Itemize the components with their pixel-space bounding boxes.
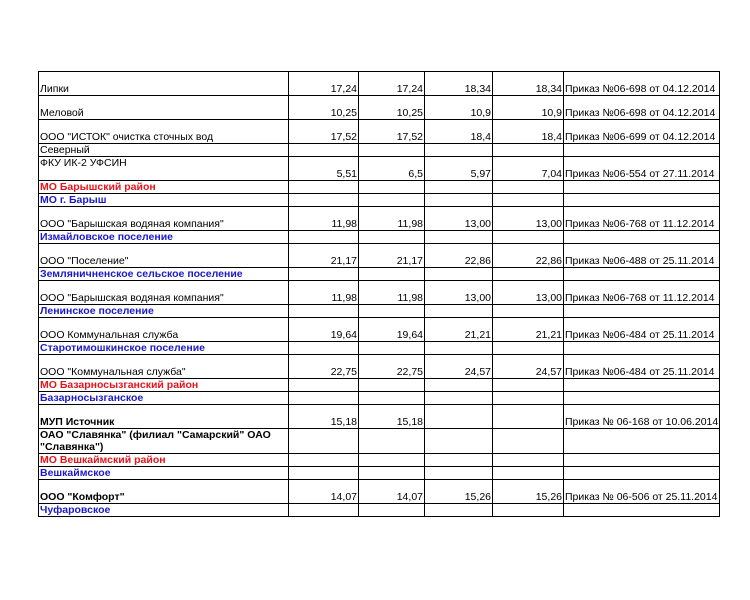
tariff-value-4: 22,86: [493, 244, 564, 268]
order-reference: [564, 305, 720, 318]
table-row: [39, 305, 720, 318]
table-row: [39, 405, 720, 429]
settlement-heading: Ленинское поселение: [39, 305, 289, 318]
tariff-value-4: [493, 342, 564, 355]
order-reference: [564, 429, 720, 454]
tariff-value-1: [289, 194, 359, 207]
order-reference: [564, 342, 720, 355]
tariff-value-1: [289, 467, 359, 480]
table-row: [39, 342, 720, 355]
order-reference: [564, 231, 720, 244]
tariff-value-3: 24,57: [425, 355, 493, 379]
tariff-value-2: 14,07: [359, 480, 425, 504]
tariff-value-2: [359, 181, 425, 194]
entity-name: Северный: [39, 144, 289, 157]
table-row: [39, 244, 720, 268]
order-reference: [564, 467, 720, 480]
tariff-value-2: [359, 231, 425, 244]
entity-name: ООО "Барышская водяная компания": [39, 207, 289, 231]
tariff-value-2: 6,5: [359, 157, 425, 181]
tariff-value-4: 7,04: [493, 157, 564, 181]
entity-name: ООО "Коммунальная служба": [39, 355, 289, 379]
tariff-value-4: 13,00: [493, 207, 564, 231]
tariff-value-1: 22,75: [289, 355, 359, 379]
tariff-value-4: [493, 181, 564, 194]
tariff-value-1: 21,17: [289, 244, 359, 268]
tariff-value-4: [493, 144, 564, 157]
table-row: [39, 120, 720, 144]
tariff-value-1: 19,64: [289, 318, 359, 342]
tariff-value-2: 17,52: [359, 120, 425, 144]
entity-name: ФКУ ИК-2 УФСИН: [39, 157, 289, 181]
order-reference: [564, 144, 720, 157]
tariff-value-2: 15,18: [359, 405, 425, 429]
district-heading: МО Барышский район: [39, 181, 289, 194]
tariff-value-3: 15,26: [425, 480, 493, 504]
tariff-value-2: [359, 504, 425, 517]
tariff-table: [38, 71, 720, 517]
tariff-value-3: [425, 379, 493, 392]
tariff-value-2: [359, 342, 425, 355]
tariff-value-1: 11,98: [289, 281, 359, 305]
settlement-heading: Чуфаровское: [39, 504, 289, 517]
tariff-value-2: [359, 454, 425, 467]
tariff-value-2: [359, 144, 425, 157]
order-reference: Приказ №06-484 от 25.11.2014: [564, 355, 720, 379]
tariff-value-3: [425, 305, 493, 318]
tariff-value-2: 11,98: [359, 207, 425, 231]
settlement-heading: Вешкаймское: [39, 467, 289, 480]
table-row: [39, 454, 720, 467]
tariff-value-4: [493, 504, 564, 517]
tariff-value-4: [493, 268, 564, 281]
tariff-value-3: [425, 467, 493, 480]
tariff-value-4: 13,00: [493, 281, 564, 305]
tariff-value-3: [425, 181, 493, 194]
entity-name: Меловой: [39, 96, 289, 120]
order-reference: Приказ №06-698 от 04.12.2014: [564, 96, 720, 120]
tariff-value-1: [289, 231, 359, 244]
tariff-value-4: [493, 429, 564, 454]
tariff-value-1: [289, 305, 359, 318]
table-row: [39, 268, 720, 281]
order-reference: [564, 504, 720, 517]
tariff-value-3: [425, 429, 493, 454]
table-row: [39, 194, 720, 207]
table-row: [39, 379, 720, 392]
tariff-value-3: 18,34: [425, 72, 493, 96]
tariff-value-2: 21,17: [359, 244, 425, 268]
tariff-value-1: 17,24: [289, 72, 359, 96]
table-row: [39, 72, 720, 96]
tariff-value-4: 15,26: [493, 480, 564, 504]
order-reference: [564, 181, 720, 194]
district-heading: МО Базарносызганский район: [39, 379, 289, 392]
tariff-value-1: [289, 379, 359, 392]
entity-name: ООО "ИСТОК" очистка сточных вод: [39, 120, 289, 144]
settlement-heading: Старотимошкинское поселение: [39, 342, 289, 355]
order-reference: [564, 268, 720, 281]
table-row: [39, 318, 720, 342]
order-reference: [564, 379, 720, 392]
tariff-value-4: 10,9: [493, 96, 564, 120]
tariff-value-2: 10,25: [359, 96, 425, 120]
order-reference: [564, 454, 720, 467]
tariff-value-4: [493, 392, 564, 405]
tariff-value-1: [289, 504, 359, 517]
tariff-value-4: [493, 405, 564, 429]
order-reference: Приказ №06-699 от 04.12.2014: [564, 120, 720, 144]
tariff-value-3: [425, 454, 493, 467]
table-row: [39, 144, 720, 157]
table-row: [39, 157, 720, 181]
tariff-value-1: [289, 454, 359, 467]
settlement-heading: Измайловское поселение: [39, 231, 289, 244]
tariff-value-4: [493, 379, 564, 392]
tariff-value-2: 11,98: [359, 281, 425, 305]
entity-name: ООО "Поселение": [39, 244, 289, 268]
tariff-value-1: [289, 181, 359, 194]
order-reference: Приказ №06-768 от 11.12.2014: [564, 207, 720, 231]
tariff-value-3: 13,00: [425, 281, 493, 305]
tariff-value-2: [359, 268, 425, 281]
tariff-value-3: [425, 231, 493, 244]
entity-name: МУП Источник: [39, 405, 289, 429]
entity-name: Липки: [39, 72, 289, 96]
table-row: [39, 231, 720, 244]
tariff-value-2: [359, 379, 425, 392]
tariff-value-1: [289, 144, 359, 157]
table-row: [39, 429, 720, 454]
tariff-value-3: [425, 405, 493, 429]
tariff-value-2: [359, 467, 425, 480]
tariff-value-4: 24,57: [493, 355, 564, 379]
tariff-value-1: [289, 392, 359, 405]
tariff-value-3: [425, 194, 493, 207]
order-reference: Приказ № 06-168 от 10.06.2014: [564, 405, 720, 429]
tariff-value-4: [493, 231, 564, 244]
table-row: [39, 480, 720, 504]
entity-name: ОАО "Славянка" (филиал "Самарский" ОАО "Славянка"): [39, 429, 289, 454]
order-reference: Приказ №06-554 от 27.11.2014: [564, 157, 720, 181]
tariff-value-1: 11,98: [289, 207, 359, 231]
district-heading: МО Вешкаймский район: [39, 454, 289, 467]
table-row: [39, 504, 720, 517]
table-row: [39, 355, 720, 379]
order-reference: Приказ № 06-506 от 25.11.2014: [564, 480, 720, 504]
order-reference: [564, 392, 720, 405]
tariff-value-3: [425, 392, 493, 405]
tariff-value-4: 18,34: [493, 72, 564, 96]
tariff-value-3: 13,00: [425, 207, 493, 231]
tariff-value-1: 5,51: [289, 157, 359, 181]
tariff-value-1: 15,18: [289, 405, 359, 429]
tariff-value-2: 22,75: [359, 355, 425, 379]
tariff-value-3: [425, 504, 493, 517]
tariff-value-3: 5,97: [425, 157, 493, 181]
tariff-value-4: 18,4: [493, 120, 564, 144]
settlement-heading: Базарносызганское: [39, 392, 289, 405]
tariff-value-2: [359, 305, 425, 318]
tariff-value-4: 21,21: [493, 318, 564, 342]
order-reference: Приказ №06-768 от 11.12.2014: [564, 281, 720, 305]
tariff-value-4: [493, 305, 564, 318]
table-row: [39, 181, 720, 194]
tariff-value-1: [289, 429, 359, 454]
settlement-heading: Земляничненское сельское поселение: [39, 268, 289, 281]
tariff-value-3: [425, 342, 493, 355]
order-reference: Приказ №06-484 от 25.11.2014: [564, 318, 720, 342]
settlement-heading: МО г. Барыш: [39, 194, 289, 207]
tariff-value-4: [493, 194, 564, 207]
order-reference: Приказ №06-488 от 25.11.2014: [564, 244, 720, 268]
entity-name: ООО Коммунальная служба: [39, 318, 289, 342]
tariff-value-2: [359, 392, 425, 405]
tariff-value-2: 19,64: [359, 318, 425, 342]
tariff-value-4: [493, 467, 564, 480]
tariff-value-1: [289, 342, 359, 355]
tariff-value-3: 18,4: [425, 120, 493, 144]
tariff-value-1: 17,52: [289, 120, 359, 144]
entity-name: ООО "Барышская водяная компания": [39, 281, 289, 305]
tariff-value-3: 22,86: [425, 244, 493, 268]
tariff-value-3: 21,21: [425, 318, 493, 342]
table-row: [39, 467, 720, 480]
table-row: [39, 96, 720, 120]
tariff-value-2: 17,24: [359, 72, 425, 96]
table-row: [39, 281, 720, 305]
entity-name: ООО "Комфорт": [39, 480, 289, 504]
table-row: [39, 392, 720, 405]
tariff-value-4: [493, 454, 564, 467]
order-reference: [564, 194, 720, 207]
order-reference: Приказ №06-698 от 04.12.2014: [564, 72, 720, 96]
tariff-value-3: [425, 268, 493, 281]
tariff-value-3: [425, 144, 493, 157]
table-row: [39, 207, 720, 231]
tariff-value-2: [359, 194, 425, 207]
tariff-value-1: [289, 268, 359, 281]
tariff-value-3: 10,9: [425, 96, 493, 120]
tariff-value-1: 10,25: [289, 96, 359, 120]
tariff-value-2: [359, 429, 425, 454]
tariff-value-1: 14,07: [289, 480, 359, 504]
